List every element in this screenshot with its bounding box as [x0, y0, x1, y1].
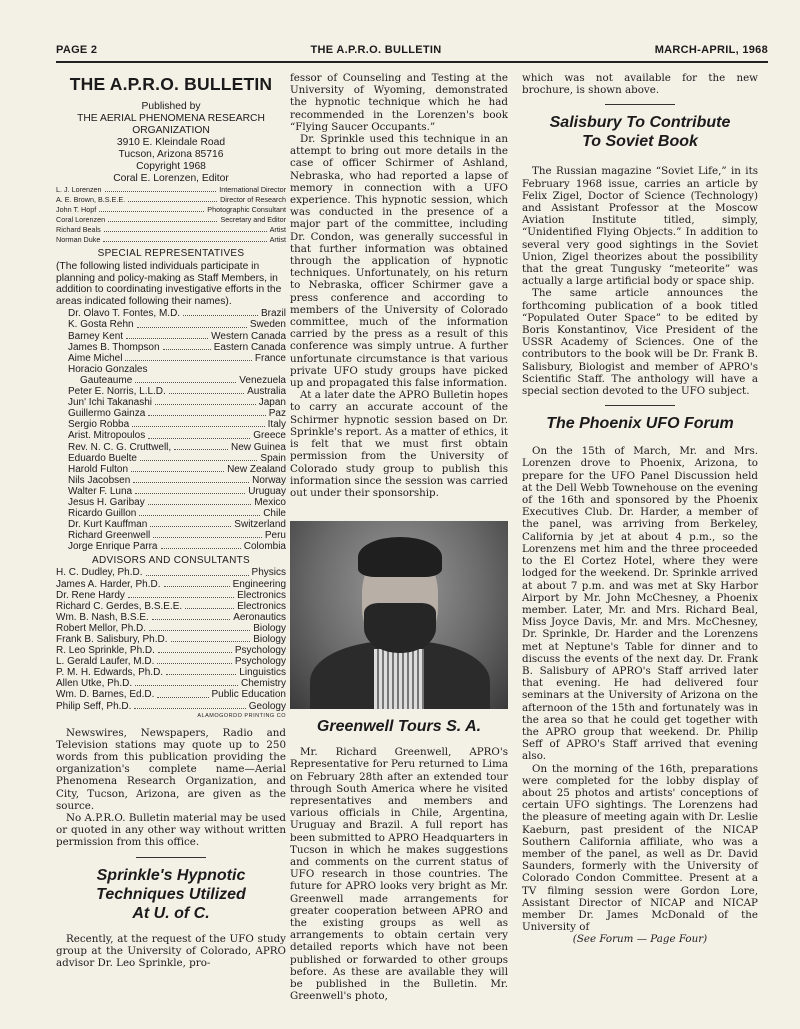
printer-credit: ALAMOGORDO PRINTING CO — [197, 712, 286, 719]
divider — [605, 104, 675, 105]
staff-list — [56, 185, 286, 245]
staff-row: Norman Duke Artist — [56, 235, 286, 244]
advisor-row: Wm. D. Barnes, Ed.D. Public Education — [56, 689, 286, 701]
special-reps-note: (The following listed individuals participate in planning and policy-making as Staff Members, in addition to coordinating investigative efforts in the areas indicated following their names). — [56, 261, 282, 307]
staff-row: Richard Beals Artist — [56, 225, 286, 234]
article-paragraph: On the morning of the 16th, preparations were completed for the lobby display of about 25 photos and artists' conceptions of certain UFO sightings. The Lorenzens had the pleasure of meeting again with Dr. Leslie Kaeburn, past president of the NICAP Southern California affiliate, who was a member of the panel, as well as Dr. David Saunders, formerly with the University of Colorado Condon Committee. Present at a TV filming session were Gordon Lore, Assistant Director of NICAP and NICAP member Dr. James McDonald of the University of — [522, 762, 758, 934]
masthead-line: ORGANIZATION — [132, 125, 210, 136]
greenwell-photo — [290, 521, 508, 709]
phoenix-article — [522, 445, 758, 945]
rep-row: Nils Jacobsen Norway — [68, 474, 286, 486]
advisor-row: P. M. H. Edwards, Ph.D. Linguistics — [56, 667, 286, 679]
continued-notice: (See Forum — Page Four) — [572, 933, 708, 946]
masthead-line: 3910 E. Kleindale Road — [116, 137, 226, 148]
article-paragraph: On the 15th of March, Mr. and Mrs. Lorenzen drove to Phoenix, Arizona, to prepare for the UFO Panel Discussion held at the Dell Webb Townehouse on the evening of the 16th and sponsored by the Phoenix Executives Club. Dr. Harder, a member of the panel, was arriving from Berkeley, California by jet at about 4 p.m., so the Lorenzens met him and the three proceeded to the El Cortez Hotel, where they were lodged for the weekend. Dr. Sprinkle arrived at about 7 p.m. and was met at Sky Harbor Airport by Mr. John McChesney, a Phoenix member. Later, Mr. and Mrs. Richard Beal, Miss Joyce Davis, Mr. and Mrs. McChesney, Dr. Sprinkle, Dr. Harder and the Lorenzens met at Neptune's Table for dinner and to discuss the events of the next day. Dr. Frank B. Salisbury of APRO's Staff arrived later that evening. He had delivered four seminars at the University of Arizona on the afternoon of the 15th and fortunately was in the area so that he could get together with the APRO group that weekend. Dr. Philip Seff of APRO's Staff arrived that evening also. — [522, 445, 758, 763]
rep-row: Sergio Robba Italy — [68, 419, 286, 431]
greenwell-article — [290, 746, 508, 1002]
article-paragraph: Recently, at the request of the UFO study group at the University of Colorado, APRO advisor Dr. Leo Sprinkle, pro- — [56, 932, 286, 970]
masthead-title: THE A.P.R.O. BULLETIN — [69, 74, 273, 94]
rep-row: Barney Kent Western Canada — [68, 330, 286, 342]
masthead-line: Tucson, Arizona 85716 — [118, 149, 224, 160]
masthead — [56, 74, 286, 185]
column-right — [522, 72, 758, 946]
rep-row: Peter E. Norris, L.L.D. Australia — [68, 386, 286, 398]
rep-row: Rev. N. C. G. Cruttwell, New Guinea — [68, 441, 286, 453]
masthead-line: Copyright 1968 — [136, 161, 206, 172]
rep-row: Dr. Kurt Kauffman Switzerland — [68, 519, 286, 531]
rep-row: Ricardo Guillon Chile — [68, 508, 286, 520]
advisor-row: Frank B. Salisbury, Ph.D. Biology — [56, 634, 286, 645]
article-paragraph: At a later date the APRO Bulletin hopes to carry an accurate account of the Schirmer hypnotic session based on Dr. Sprinkle's report. As a matter of ethics, it is felt that we must first obtain permission from the University of Colorado study group to publish this information since the session was carried out under their sponsorship. — [290, 389, 508, 499]
column-middle — [290, 72, 508, 1002]
greenwell-headline: Greenwell Tours S. A. — [316, 718, 482, 736]
rep-row: Arist. Mitropoulos Greece — [68, 430, 286, 442]
rep-row: Guillermo Gainza Paz — [68, 408, 286, 420]
advisor-row: Philip Seff, Ph.D. Geology — [56, 700, 286, 712]
page-number: PAGE 2 — [56, 44, 98, 56]
rep-row: K. Gosta Rehn Sweden — [68, 319, 286, 331]
staff-row: A. E. Brown, B.S.E.E. Director of Research — [56, 195, 286, 204]
rep-row: Dr. Olavo T. Fontes, M.D. Brazil — [68, 308, 286, 320]
advisors-title: ADVISORS AND CONSULTANTS — [92, 555, 250, 567]
phoenix-headline: The Phoenix UFO Forum — [546, 415, 734, 433]
issue-date: MARCH-APRIL, 1968 — [654, 44, 768, 56]
notice-paragraph: Newswires, Newspapers, Radio and Television stations may quote up to 250 words from this publication providing the organization's complete name—Aerial Phenomena Research Organization, and City, Tucson, Arizona, are given as the source. — [56, 726, 286, 812]
special-reps-title: SPECIAL REPRESENTATIVES — [97, 248, 245, 259]
staff-row: John T. Hopf Photographic Consultant — [56, 205, 286, 214]
article-paragraph: which was not available for the new brochure, is shown above. — [522, 72, 758, 97]
rep-row: Aime Michel France — [68, 352, 286, 364]
article-paragraph: Dr. Sprinkle used this technique in an attempt to bring out more details in the case of officer Schirmer of Ashland, Nebraska, who had reported a lapse of memory in connection with a UFO experience. This hypnotic session, which was conducted in the presence of a major part of the committee, including Dr. Condon, was generally successful in that further information was obtained through the application of hypnotic techniques. Unfortunately, on his return to Nebraska, officer Schirmer gave a press conference and according to members of the University of Colorado committee, much of the information carried by the press as a result of this conference was simply untrue. A further unfortunate circumstance is that various private UFO study groups have picked up and propagated this false information. — [290, 133, 508, 390]
article-paragraph: Mr. Richard Greenwell, APRO's Representative for Peru returned to Lima on February 28th after an extended tour through South America where he visited representatives and members and various officials in Chile, Argentina, Uruguay and Brazil. A full report has been submitted to APRO Headquarters in Tucson in which he makes suggestions and comments on the current status of UFO research in those countries. The future for APRO looks very bright as Mr. Greenwell made arrangements for greater cooperation between APRO and the existing groups as well as arrangements to obtain certain very detailed reports which have not been published or forwarded to other groups before. As these are available they will be published in the Bulletin. Mr. Greenwell's photo, — [290, 746, 508, 1003]
advisor-row: Wm. B. Nash, B.S.E. Aeronautics — [56, 611, 286, 623]
article-paragraph: fessor of Counseling and Testing at the University of Wyoming, demonstrated the hypnotic technique which he had recommended in the Lorenzen's book “Flying Saucer Occupants.” — [290, 72, 508, 133]
salisbury-headline: Salisbury To Contribute To Soviet Book — [549, 114, 731, 151]
greenwell-article-cont — [522, 72, 758, 96]
sprinkle-headline: Sprinkle's Hypnotic Techniques Utilized At U. of C. — [96, 866, 246, 922]
article-paragraph: The same article announces the forthcoming publication of a book titled “Populated Outer Space” to be edited by Boris Konstantinov, Vice President of the USSR Academy of Sciences. One of the contributors to the book will be Dr. Frank B. Salisbury, Biologist and member of APRO's Scientific Staff. The anthology will have a special section devoted to the UFO subject. — [522, 287, 758, 398]
rep-row: Harold Fulton New Zealand — [68, 463, 286, 475]
divider — [136, 857, 206, 858]
advisor-row: James A. Harder, Ph.D. Engineering — [56, 578, 286, 590]
advisor-row: L. Gerald Laufer, M.D. Psychology — [56, 656, 286, 668]
masthead-line: Coral E. Lorenzen, Editor — [113, 173, 229, 184]
rep-row: Richard Greenwell Peru — [68, 530, 286, 542]
rep-row: James B. Thompson Eastern Canada — [68, 341, 286, 353]
column-left — [56, 72, 286, 969]
rep-row: Jesus H. Garibay Mexico — [68, 496, 286, 508]
sprinkle-article-cont — [290, 72, 508, 499]
page-header — [56, 44, 768, 56]
advisor-row: Allen Utke, Ph.D. Chemistry — [56, 678, 286, 690]
masthead-line: Published by — [141, 101, 201, 112]
staff-row: Coral Lorenzen Secretary and Editor — [56, 215, 286, 224]
rep-row: Gauteaume Venezuela — [80, 374, 286, 386]
salisbury-article — [522, 165, 758, 397]
reprint-notice — [56, 727, 286, 849]
advisor-row: R. Leo Sprinkle, Ph.D. Psychology — [56, 645, 286, 657]
rep-row: Eduardo Buelte Spain — [68, 452, 286, 464]
advisor-row: Richard C. Gerdes, B.S.E.E. Electronics — [56, 600, 286, 612]
rep-row: Walter F. Luna Uruguay — [68, 485, 286, 497]
running-title: THE A.P.R.O. BULLETIN — [310, 44, 442, 56]
rep-row: Jun' Ichi Takanashi Japan — [68, 397, 286, 409]
sprinkle-article-start — [56, 933, 286, 970]
advisor-row: Dr. Rene Hardy Electronics — [56, 589, 286, 601]
special-reps-list — [56, 308, 286, 552]
rep-row: Jorge Enrique Parra Colombia — [68, 541, 286, 553]
rep-row: Horacio Gonzales — [68, 363, 148, 375]
masthead-line: THE AERIAL PHENOMENA RESEARCH — [77, 113, 265, 124]
header-rule — [56, 61, 768, 63]
article-paragraph: The Russian magazine “Soviet Life,” in its February 1968 issue, carries an article by Felix Zigel, Doctor of Science (Technology) and Assistant Professor at the Moscow Aviation Institute titled, simply, “Unidentified Flying Objects.” In addition to several very good sightings in the Soviet Union, Zigel theorizes about the possibility that the great Tungusky “meteorite” was actually a large artificial body or space ship. — [522, 165, 758, 288]
divider — [605, 405, 675, 406]
staff-row: L. J. Lorenzen International Director — [56, 185, 286, 194]
advisors-list — [56, 567, 286, 711]
advisor-row: Robert Mellor, Ph.D. Biology — [56, 622, 286, 634]
notice-paragraph: No A.P.R.O. Bulletin material may be used or quoted in any other way without written permission from this office. — [56, 812, 286, 849]
advisor-row: H. C. Dudley, Ph.D. Physics — [56, 567, 286, 579]
